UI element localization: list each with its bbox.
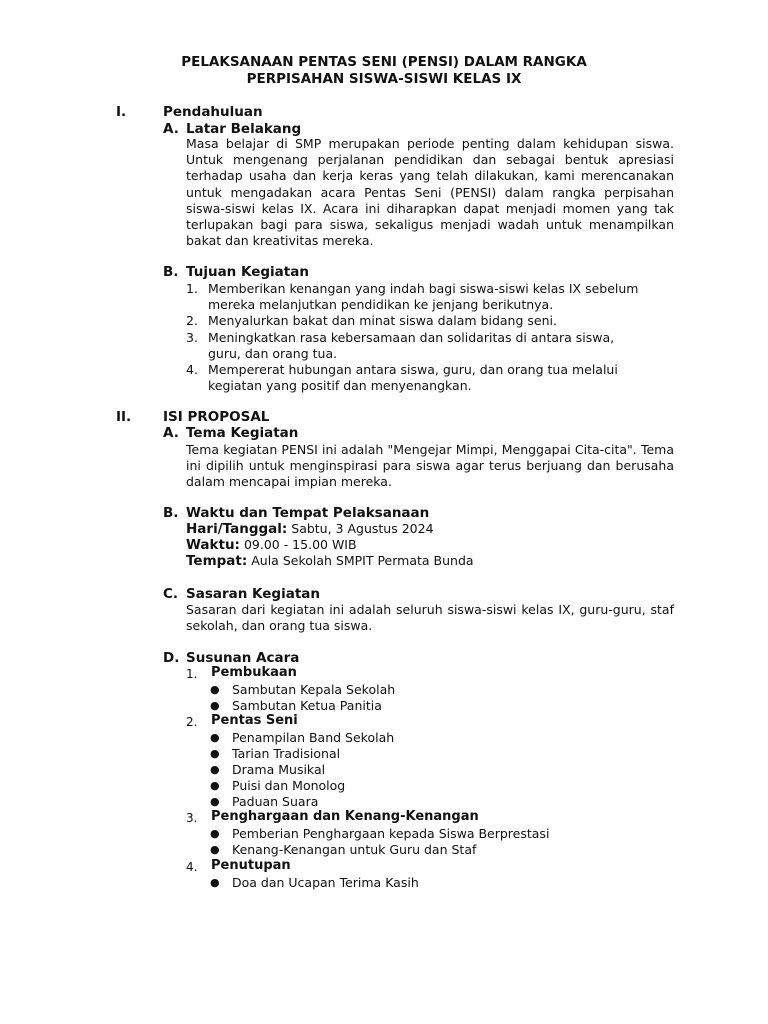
subsection-letter-c: C. xyxy=(163,586,179,602)
bullet-icon: ● xyxy=(210,795,220,808)
bullet-icon: ● xyxy=(210,699,220,712)
acara-item: Doa dan Ucapan Terima Kasih xyxy=(232,875,419,890)
subsection-heading-sasaran-kegiatan: Sasaran Kegiatan xyxy=(186,586,321,602)
acara-group-title: Pembukaan xyxy=(211,665,297,680)
subsection-letter-a: A. xyxy=(163,121,179,137)
acara-group-title: Penutupan xyxy=(211,858,291,873)
tujuan-item: Menyalurkan bakat dan minat siswa dalam bidang seni. xyxy=(208,313,557,328)
hari-tanggal-label: Hari/Tanggal: xyxy=(186,521,288,537)
tempat-line xyxy=(186,553,474,569)
subsection-heading-tujuan-kegiatan: Tujuan Kegiatan xyxy=(186,264,309,280)
acara-group-number: 1. xyxy=(186,667,198,681)
tujuan-item-number: 4. xyxy=(186,362,198,377)
acara-item: Sambutan Ketua Panitia xyxy=(232,698,382,713)
hari-tanggal-line xyxy=(186,521,434,537)
bullet-icon: ● xyxy=(210,843,220,856)
sasaran-kegiatan-paragraph: Sasaran dari kegiatan ini adalah seluruh siswa-siswi kelas IX, guru-guru, staf sekolah, dan orang tua siswa. xyxy=(186,602,674,634)
acara-group-title: Pentas Seni xyxy=(211,713,298,728)
tujuan-item: Memberikan kenangan yang indah bagi siswa-siswi kelas IX sebelum mereka melanjutkan pendidikan ke jenjang berikutnya. xyxy=(208,281,639,313)
acara-item: Tarian Tradisional xyxy=(232,746,341,761)
hari-tanggal-value: Sabtu, 3 Agustus 2024 xyxy=(287,521,434,536)
bullet-icon: ● xyxy=(210,731,220,744)
acara-item: Puisi dan Monolog xyxy=(232,778,346,793)
bullet-icon: ● xyxy=(210,763,220,776)
tujuan-item: Meningkatkan rasa kebersamaan dan solidaritas di antara siswa, guru, dan orang tua. xyxy=(208,330,615,362)
acara-item: Drama Musikal xyxy=(232,762,326,777)
subsection-letter-d: D. xyxy=(163,650,180,666)
subsection-letter-b: B. xyxy=(163,505,179,521)
acara-group-title: Penghargaan dan Kenang-Kenangan xyxy=(211,809,479,824)
subsection-heading-tema-kegiatan: Tema Kegiatan xyxy=(186,425,299,441)
acara-group-number: 3. xyxy=(186,811,198,825)
acara-item: Sambutan Kepala Sekolah xyxy=(232,682,396,697)
document-title-line-2: PERPISAHAN SISWA-SISWI KELAS IX xyxy=(246,71,522,87)
document-title-line-1: PELAKSANAAN PENTAS SENI (PENSI) DALAM RANGKA xyxy=(181,54,587,70)
acara-item: Penampilan Band Sekolah xyxy=(232,730,395,745)
tujuan-item: Mempererat hubungan antara siswa, guru, dan orang tua melalui kegiatan yang positif dan menyenangkan. xyxy=(208,362,618,394)
subsection-heading-latar-belakang: Latar Belakang xyxy=(186,121,302,137)
acara-item: Paduan Suara xyxy=(232,794,319,809)
subsection-heading-susunan-acara: Susunan Acara xyxy=(186,650,300,666)
waktu-label: Waktu: xyxy=(186,537,240,553)
section-numeral-1: I. xyxy=(116,104,127,120)
latar-belakang-paragraph: Masa belajar di SMP merupakan periode penting dalam kehidupan siswa. Untuk mengenang perjalanan pendidikan dan sebagai bentuk apresiasi terhadap usaha dan kerja keras yang telah dilakukan, kami merencanakan untuk mengadakan acara Pentas Seni (PENSI) dalam rangka perpisahan siswa-siswi kelas IX. Acara ini diharapkan dapat menjadi momen yang tak terlupakan bagi para siswa, sekaligus menjadi wadah untuk menampilkan bakat dan kreativitas mereka. xyxy=(186,136,674,249)
tujuan-item-number: 1. xyxy=(186,281,198,296)
acara-group-number: 2. xyxy=(186,715,198,729)
bullet-icon: ● xyxy=(210,779,220,792)
acara-item: Pemberian Penghargaan kepada Siswa Berprestasi xyxy=(232,826,550,841)
bullet-icon: ● xyxy=(210,747,220,760)
tema-kegiatan-paragraph: Tema kegiatan PENSI ini adalah "Mengejar Mimpi, Menggapai Cita-cita". Tema ini dipilih untuk menginspirasi para siswa agar terus berjuang dan berusaha dalam mencapai impian mereka. xyxy=(186,442,674,490)
waktu-value: 09.00 - 15.00 WIB xyxy=(239,537,357,552)
tempat-label: Tempat: xyxy=(186,553,248,569)
subsection-letter-b: B. xyxy=(163,264,179,280)
tujuan-item-number: 2. xyxy=(186,313,198,328)
bullet-icon: ● xyxy=(210,683,220,696)
section-numeral-2: II. xyxy=(116,409,132,425)
bullet-icon: ● xyxy=(210,827,220,840)
tempat-value: Aula Sekolah SMPIT Permata Bunda xyxy=(247,553,474,568)
section-heading-pendahuluan: Pendahuluan xyxy=(163,104,263,120)
acara-group-number: 4. xyxy=(186,860,198,874)
subsection-heading-waktu-tempat: Waktu dan Tempat Pelaksanaan xyxy=(186,505,430,521)
waktu-line xyxy=(186,537,357,553)
bullet-icon: ● xyxy=(210,876,220,889)
tujuan-item-number: 3. xyxy=(186,330,198,345)
section-heading-isi-proposal: ISI PROPOSAL xyxy=(163,409,270,425)
acara-item: Kenang-Kenangan untuk Guru dan Staf xyxy=(232,842,477,857)
subsection-letter-a: A. xyxy=(163,425,179,441)
